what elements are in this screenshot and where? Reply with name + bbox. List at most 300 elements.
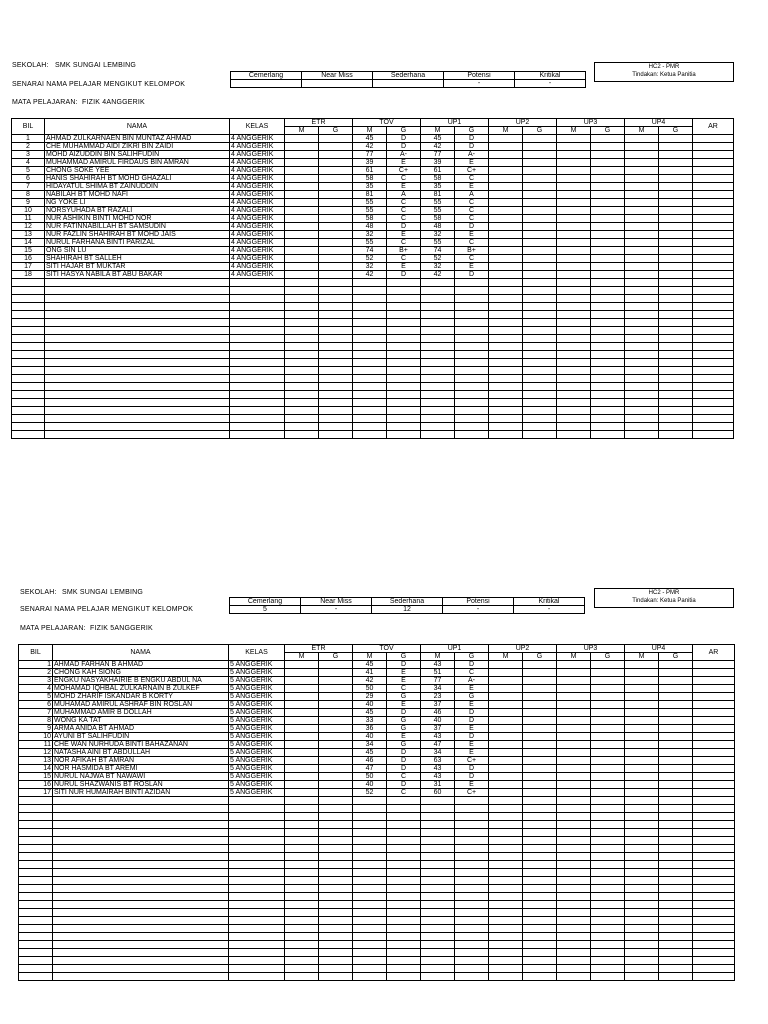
empty-cell bbox=[693, 677, 735, 685]
empty-cell bbox=[659, 965, 693, 973]
col-etr: ETR bbox=[285, 645, 353, 653]
bil-cell bbox=[19, 941, 53, 949]
summary-header: Cemerlang bbox=[230, 598, 301, 606]
empty-cell bbox=[285, 295, 319, 303]
empty-cell bbox=[693, 295, 734, 303]
hc2-tindakan: Tindakan: Ketua Panitia bbox=[632, 72, 696, 78]
empty-cell bbox=[557, 223, 591, 231]
bil-cell bbox=[19, 917, 53, 925]
kelas-cell bbox=[229, 965, 285, 973]
bil-cell: 12 bbox=[12, 223, 45, 231]
empty-cell bbox=[319, 957, 353, 965]
empty-cell bbox=[591, 909, 625, 917]
bil-cell bbox=[12, 391, 45, 399]
empty-cell bbox=[625, 135, 659, 143]
up1-m-cell bbox=[421, 335, 455, 343]
empty-cell bbox=[625, 861, 659, 869]
empty-cell bbox=[591, 159, 625, 167]
up1-g-cell: D bbox=[455, 661, 489, 669]
kelas-cell: 4 ANGGERIK bbox=[230, 159, 285, 167]
empty-row bbox=[19, 917, 735, 925]
empty-row bbox=[19, 957, 735, 965]
empty-cell bbox=[319, 925, 353, 933]
empty-cell bbox=[625, 415, 659, 423]
tov-g-cell bbox=[387, 407, 421, 415]
empty-cell bbox=[625, 925, 659, 933]
tov-m-cell bbox=[353, 845, 387, 853]
empty-row bbox=[12, 415, 734, 423]
empty-cell bbox=[489, 231, 523, 239]
nama-cell: ONG SIN LU bbox=[45, 247, 230, 255]
col-tov: TOV bbox=[353, 645, 421, 653]
up1-g-cell bbox=[455, 901, 489, 909]
tov-m-cell: 74 bbox=[353, 247, 387, 255]
kelas-cell bbox=[229, 949, 285, 957]
tov-g-cell bbox=[387, 319, 421, 327]
up1-m-cell: 58 bbox=[421, 175, 455, 183]
tov-g-cell bbox=[387, 287, 421, 295]
sub-col-m: M bbox=[353, 653, 387, 661]
empty-row bbox=[12, 295, 734, 303]
empty-cell bbox=[285, 821, 319, 829]
up1-g-cell bbox=[455, 399, 489, 407]
table-row bbox=[19, 685, 735, 693]
empty-cell bbox=[285, 965, 319, 973]
empty-row bbox=[19, 805, 735, 813]
empty-cell bbox=[659, 741, 693, 749]
bil-cell bbox=[12, 399, 45, 407]
empty-cell bbox=[693, 757, 735, 765]
empty-cell bbox=[523, 685, 557, 693]
empty-row bbox=[19, 797, 735, 805]
empty-cell bbox=[557, 717, 591, 725]
tov-g-cell bbox=[387, 901, 421, 909]
up1-m-cell bbox=[421, 813, 455, 821]
empty-cell bbox=[693, 263, 734, 271]
tov-g-cell bbox=[387, 311, 421, 319]
up1-m-cell: 47 bbox=[421, 741, 455, 749]
bil-cell bbox=[19, 893, 53, 901]
nama-cell: CHE MUHAMMAD AIDI ZIKRI BIN ZAIDI bbox=[45, 143, 230, 151]
up1-g-cell: C+ bbox=[455, 789, 489, 797]
kelas-cell: 5 ANGGERIK bbox=[229, 661, 285, 669]
empty-cell bbox=[523, 725, 557, 733]
empty-cell bbox=[557, 407, 591, 415]
empty-cell bbox=[591, 805, 625, 813]
tov-g-cell: G bbox=[387, 741, 421, 749]
tov-g-cell bbox=[387, 423, 421, 431]
empty-cell bbox=[591, 255, 625, 263]
empty-cell bbox=[489, 949, 523, 957]
empty-cell bbox=[557, 143, 591, 151]
empty-cell bbox=[523, 901, 557, 909]
empty-cell bbox=[625, 327, 659, 335]
tov-m-cell: 61 bbox=[353, 167, 387, 175]
empty-cell bbox=[557, 757, 591, 765]
empty-cell bbox=[659, 765, 693, 773]
hc2-title: HC2 - PMR bbox=[648, 64, 680, 70]
tov-m-cell bbox=[353, 375, 387, 383]
tov-g-cell bbox=[387, 933, 421, 941]
empty-cell bbox=[557, 677, 591, 685]
up1-m-cell: 43 bbox=[421, 773, 455, 781]
up1-m-cell bbox=[421, 343, 455, 351]
tov-g-cell bbox=[387, 295, 421, 303]
empty-cell bbox=[625, 765, 659, 773]
up1-g-cell bbox=[455, 391, 489, 399]
empty-cell bbox=[591, 327, 625, 335]
empty-cell bbox=[659, 829, 693, 837]
bil-cell bbox=[12, 343, 45, 351]
table-row bbox=[19, 669, 735, 677]
empty-cell bbox=[625, 183, 659, 191]
table-row bbox=[12, 151, 734, 159]
kelas-cell bbox=[230, 319, 285, 327]
up1-m-cell bbox=[421, 391, 455, 399]
tov-g-cell: C+ bbox=[387, 167, 421, 175]
empty-cell bbox=[319, 717, 353, 725]
empty-row bbox=[19, 893, 735, 901]
up1-g-cell: D bbox=[455, 135, 489, 143]
empty-cell bbox=[557, 877, 591, 885]
nama-cell bbox=[45, 359, 230, 367]
empty-cell bbox=[625, 175, 659, 183]
empty-cell bbox=[591, 239, 625, 247]
empty-cell bbox=[625, 973, 659, 981]
empty-cell bbox=[523, 957, 557, 965]
empty-cell bbox=[557, 191, 591, 199]
kelas-cell bbox=[229, 901, 285, 909]
up1-m-cell: 35 bbox=[421, 183, 455, 191]
tov-g-cell: D bbox=[387, 709, 421, 717]
empty-cell bbox=[489, 191, 523, 199]
sub-col-m: M bbox=[625, 653, 659, 661]
empty-cell bbox=[285, 351, 319, 359]
bil-cell bbox=[19, 829, 53, 837]
empty-cell bbox=[523, 359, 557, 367]
empty-row bbox=[19, 837, 735, 845]
tov-m-cell bbox=[353, 925, 387, 933]
empty-cell bbox=[319, 327, 353, 335]
empty-cell bbox=[489, 319, 523, 327]
empty-cell bbox=[319, 415, 353, 423]
bil-cell bbox=[12, 359, 45, 367]
empty-cell bbox=[523, 677, 557, 685]
up1-g-cell bbox=[455, 861, 489, 869]
empty-cell bbox=[557, 853, 591, 861]
empty-cell bbox=[625, 901, 659, 909]
empty-cell bbox=[625, 965, 659, 973]
empty-cell bbox=[591, 725, 625, 733]
nama-cell bbox=[45, 335, 230, 343]
empty-cell bbox=[523, 853, 557, 861]
tov-m-cell: 77 bbox=[353, 151, 387, 159]
empty-cell bbox=[659, 431, 693, 439]
empty-cell bbox=[319, 877, 353, 885]
tov-g-cell bbox=[387, 909, 421, 917]
kelas-cell: 4 ANGGERIK bbox=[230, 231, 285, 239]
tov-g-cell: G bbox=[387, 717, 421, 725]
empty-cell bbox=[523, 279, 557, 287]
empty-cell bbox=[625, 239, 659, 247]
nama-cell bbox=[45, 287, 230, 295]
empty-cell bbox=[693, 415, 734, 423]
sub-col-g: G bbox=[591, 127, 625, 135]
up1-g-cell bbox=[455, 925, 489, 933]
empty-cell bbox=[489, 287, 523, 295]
empty-cell bbox=[285, 909, 319, 917]
tov-g-cell: A- bbox=[387, 151, 421, 159]
empty-cell bbox=[489, 255, 523, 263]
nama-cell: NOR HASMIDA BT AREMI bbox=[53, 765, 229, 773]
empty-cell bbox=[285, 813, 319, 821]
kelas-cell bbox=[229, 877, 285, 885]
empty-cell bbox=[285, 861, 319, 869]
empty-row bbox=[12, 407, 734, 415]
up1-g-cell bbox=[455, 415, 489, 423]
tov-g-cell: C bbox=[387, 199, 421, 207]
empty-cell bbox=[693, 685, 735, 693]
empty-cell bbox=[523, 375, 557, 383]
bil-cell: 6 bbox=[19, 701, 53, 709]
empty-cell bbox=[625, 909, 659, 917]
empty-cell bbox=[557, 375, 591, 383]
kelas-cell: 5 ANGGERIK bbox=[229, 677, 285, 685]
empty-cell bbox=[523, 343, 557, 351]
nama-cell: HIDAYATUL SHIMA BT ZAINUDDIN bbox=[45, 183, 230, 191]
empty-cell bbox=[625, 431, 659, 439]
tov-g-cell bbox=[387, 303, 421, 311]
up1-g-cell: C+ bbox=[455, 757, 489, 765]
sub-col-g: G bbox=[523, 127, 557, 135]
empty-cell bbox=[319, 901, 353, 909]
bil-cell: 4 bbox=[12, 159, 45, 167]
empty-cell bbox=[319, 709, 353, 717]
empty-cell bbox=[285, 399, 319, 407]
empty-cell bbox=[319, 247, 353, 255]
kelas-cell: 5 ANGGERIK bbox=[229, 669, 285, 677]
tov-m-cell bbox=[353, 869, 387, 877]
empty-cell bbox=[523, 773, 557, 781]
kelas-cell: 5 ANGGERIK bbox=[229, 685, 285, 693]
nama-cell: ENGKU NASYAKHAIRIE B ENGKU ABDUL NA bbox=[53, 677, 229, 685]
up1-m-cell bbox=[421, 829, 455, 837]
empty-cell bbox=[625, 941, 659, 949]
empty-row bbox=[19, 933, 735, 941]
empty-cell bbox=[693, 749, 735, 757]
empty-cell bbox=[591, 167, 625, 175]
empty-cell bbox=[285, 941, 319, 949]
tov-m-cell bbox=[353, 917, 387, 925]
tov-m-cell: 45 bbox=[353, 709, 387, 717]
tov-m-cell bbox=[353, 965, 387, 973]
empty-cell bbox=[319, 725, 353, 733]
empty-cell bbox=[625, 399, 659, 407]
sub-col-g: G bbox=[455, 127, 489, 135]
empty-cell bbox=[625, 917, 659, 925]
up1-m-cell bbox=[421, 399, 455, 407]
up1-g-cell bbox=[455, 949, 489, 957]
empty-cell bbox=[523, 231, 557, 239]
col-up3: UP3 bbox=[557, 119, 625, 127]
up1-m-cell bbox=[421, 821, 455, 829]
tov-g-cell: D bbox=[387, 765, 421, 773]
sub-col-m: M bbox=[625, 127, 659, 135]
empty-cell bbox=[557, 829, 591, 837]
empty-cell bbox=[659, 255, 693, 263]
empty-cell bbox=[557, 431, 591, 439]
table-row bbox=[19, 781, 735, 789]
empty-cell bbox=[319, 199, 353, 207]
empty-cell bbox=[693, 869, 735, 877]
empty-cell bbox=[523, 175, 557, 183]
nama-cell: SHAHIRAH BT SALLEH bbox=[45, 255, 230, 263]
empty-cell bbox=[489, 335, 523, 343]
tov-g-cell bbox=[387, 949, 421, 957]
empty-cell bbox=[625, 391, 659, 399]
empty-cell bbox=[557, 319, 591, 327]
empty-row bbox=[19, 853, 735, 861]
kelas-cell bbox=[229, 893, 285, 901]
summary-header: Sederhana bbox=[373, 72, 444, 80]
tov-g-cell: E bbox=[387, 733, 421, 741]
up1-g-cell bbox=[455, 797, 489, 805]
empty-row bbox=[19, 821, 735, 829]
empty-cell bbox=[285, 415, 319, 423]
tov-m-cell bbox=[353, 813, 387, 821]
bil-cell: 9 bbox=[19, 725, 53, 733]
empty-cell bbox=[489, 669, 523, 677]
empty-cell bbox=[625, 957, 659, 965]
empty-cell bbox=[319, 861, 353, 869]
empty-cell bbox=[591, 669, 625, 677]
bil-cell bbox=[19, 813, 53, 821]
empty-cell bbox=[523, 303, 557, 311]
empty-cell bbox=[591, 781, 625, 789]
empty-cell bbox=[319, 685, 353, 693]
tov-m-cell: 47 bbox=[353, 765, 387, 773]
empty-cell bbox=[557, 837, 591, 845]
up1-g-cell bbox=[455, 343, 489, 351]
empty-cell bbox=[659, 399, 693, 407]
up1-m-cell bbox=[421, 941, 455, 949]
tov-g-cell: D bbox=[387, 223, 421, 231]
empty-cell bbox=[625, 247, 659, 255]
empty-cell bbox=[693, 789, 735, 797]
empty-cell bbox=[591, 199, 625, 207]
empty-cell bbox=[523, 893, 557, 901]
bil-cell bbox=[19, 973, 53, 981]
up1-g-cell: E bbox=[455, 749, 489, 757]
empty-cell bbox=[557, 909, 591, 917]
empty-cell bbox=[489, 733, 523, 741]
empty-cell bbox=[319, 399, 353, 407]
empty-cell bbox=[659, 869, 693, 877]
empty-cell bbox=[489, 749, 523, 757]
empty-cell bbox=[285, 343, 319, 351]
kelas-cell: 4 ANGGERIK bbox=[230, 271, 285, 279]
empty-cell bbox=[319, 869, 353, 877]
empty-cell bbox=[659, 805, 693, 813]
tov-m-cell bbox=[353, 423, 387, 431]
empty-cell bbox=[659, 239, 693, 247]
tov-m-cell bbox=[353, 359, 387, 367]
empty-cell bbox=[625, 741, 659, 749]
empty-cell bbox=[591, 415, 625, 423]
table-row bbox=[12, 143, 734, 151]
sub-col-m: M bbox=[489, 127, 523, 135]
empty-cell bbox=[285, 925, 319, 933]
up1-g-cell bbox=[455, 303, 489, 311]
bil-cell: 10 bbox=[19, 733, 53, 741]
kelas-cell: 4 ANGGERIK bbox=[230, 263, 285, 271]
empty-cell bbox=[319, 335, 353, 343]
empty-cell bbox=[319, 351, 353, 359]
up1-g-cell: G bbox=[455, 693, 489, 701]
empty-cell bbox=[693, 933, 735, 941]
tov-m-cell: 40 bbox=[353, 781, 387, 789]
empty-cell bbox=[693, 223, 734, 231]
tov-g-cell bbox=[387, 941, 421, 949]
empty-cell bbox=[523, 973, 557, 981]
bil-cell bbox=[12, 327, 45, 335]
hc2-box bbox=[594, 588, 734, 608]
nama-cell bbox=[45, 311, 230, 319]
kelas-cell bbox=[229, 925, 285, 933]
tov-m-cell bbox=[353, 861, 387, 869]
empty-cell bbox=[659, 367, 693, 375]
table-row bbox=[19, 693, 735, 701]
empty-cell bbox=[693, 669, 735, 677]
empty-cell bbox=[523, 239, 557, 247]
empty-cell bbox=[489, 965, 523, 973]
nama-cell bbox=[53, 973, 229, 981]
up1-g-cell bbox=[455, 359, 489, 367]
empty-cell bbox=[523, 367, 557, 375]
tov-m-cell: 34 bbox=[353, 741, 387, 749]
empty-cell bbox=[693, 279, 734, 287]
empty-cell bbox=[693, 143, 734, 151]
up1-g-cell bbox=[455, 295, 489, 303]
empty-cell bbox=[625, 367, 659, 375]
bil-cell: 12 bbox=[19, 749, 53, 757]
up1-g-cell: C bbox=[455, 255, 489, 263]
table-row bbox=[12, 167, 734, 175]
empty-cell bbox=[285, 335, 319, 343]
up1-g-cell bbox=[455, 311, 489, 319]
empty-cell bbox=[285, 367, 319, 375]
empty-row bbox=[12, 335, 734, 343]
up1-g-cell: D bbox=[455, 773, 489, 781]
kelas-cell: 5 ANGGERIK bbox=[229, 781, 285, 789]
kelas-cell: 4 ANGGERIK bbox=[230, 199, 285, 207]
tov-m-cell: 42 bbox=[353, 143, 387, 151]
empty-cell bbox=[659, 709, 693, 717]
col-nama: NAMA bbox=[53, 645, 229, 661]
up1-m-cell bbox=[421, 805, 455, 813]
empty-cell bbox=[557, 893, 591, 901]
empty-cell bbox=[625, 319, 659, 327]
tov-g-cell: C bbox=[387, 789, 421, 797]
bil-cell bbox=[19, 869, 53, 877]
kelas-cell bbox=[230, 279, 285, 287]
empty-cell bbox=[693, 909, 735, 917]
empty-cell bbox=[557, 175, 591, 183]
empty-cell bbox=[285, 383, 319, 391]
empty-cell bbox=[625, 813, 659, 821]
bil-cell: 14 bbox=[12, 239, 45, 247]
bil-cell: 13 bbox=[12, 231, 45, 239]
